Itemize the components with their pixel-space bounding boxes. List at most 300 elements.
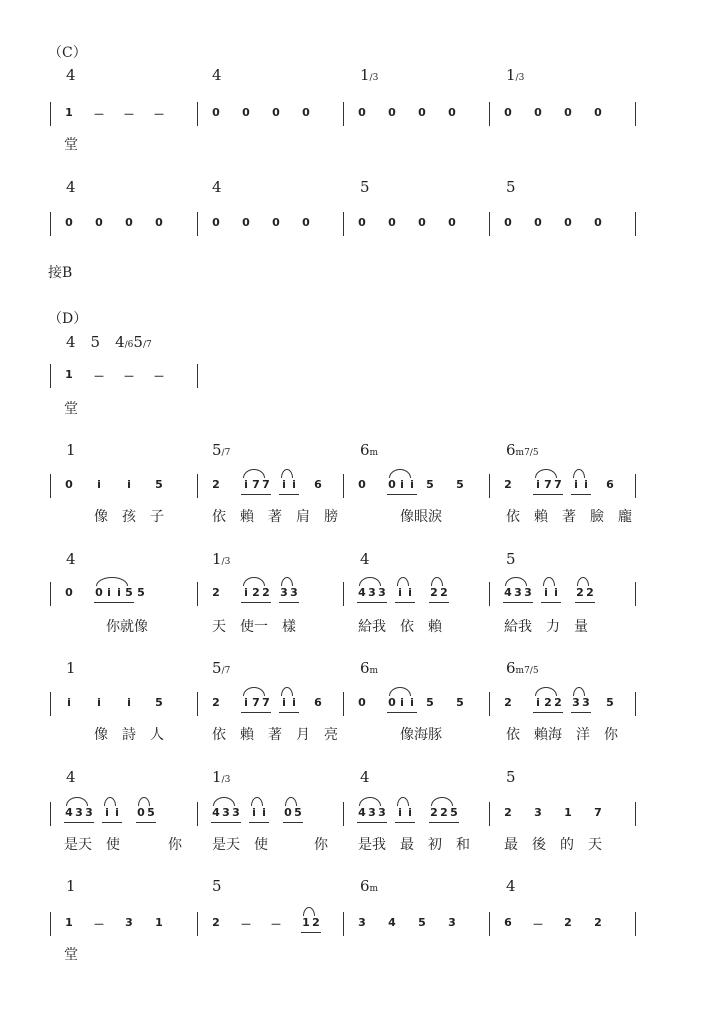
beam [387, 494, 417, 495]
barline [489, 474, 490, 498]
barline [489, 802, 490, 826]
note: 2 [430, 586, 438, 599]
beam [94, 602, 134, 603]
chord: 4 [66, 178, 76, 196]
lyric: 是天 使 [64, 837, 120, 853]
note: 3 [280, 586, 288, 599]
note: 3 [85, 806, 93, 819]
lyric: 你就像 [106, 619, 148, 635]
note: 7 [252, 478, 260, 491]
chord: 4 [66, 550, 76, 568]
chord: 4 5 4∕65∕7 [66, 333, 152, 351]
note: 1 [65, 106, 73, 119]
note: 0 [358, 216, 366, 229]
tie [573, 687, 585, 696]
note: i [244, 478, 248, 491]
note: i [97, 478, 101, 491]
note: 0 [418, 216, 426, 229]
note: i [398, 586, 402, 599]
note: 2 [544, 696, 552, 709]
beam [279, 712, 299, 713]
beam [241, 602, 271, 603]
tie [243, 577, 265, 586]
chord: 1∕3 [212, 768, 231, 786]
note: 7 [594, 806, 602, 819]
tie [359, 797, 381, 806]
barline [197, 692, 198, 716]
note: 3 [232, 806, 240, 819]
tie [577, 577, 589, 586]
section-label-c: （C） [48, 45, 87, 61]
note: 0 [388, 478, 396, 491]
note: 7 [262, 478, 270, 491]
chord: 1∕3 [212, 550, 231, 568]
chord: 6m [360, 659, 379, 677]
tie [431, 797, 453, 806]
tie [573, 469, 585, 478]
note: 1 [65, 368, 73, 381]
note: i [292, 478, 296, 491]
tie [389, 687, 411, 696]
lyric: 像海豚 [400, 727, 442, 743]
note: 5 [137, 586, 145, 599]
chord: 6m [360, 441, 379, 459]
beam [283, 822, 303, 823]
beam [533, 494, 563, 495]
chord: 4 [360, 768, 370, 786]
chord: 1∕3 [360, 66, 379, 84]
chord: 6m7∕5 [506, 441, 539, 459]
note: 2 [312, 916, 320, 929]
note: 3 [368, 806, 376, 819]
beam [575, 602, 595, 603]
barline [635, 102, 636, 126]
tie [505, 577, 527, 586]
note: i [282, 478, 286, 491]
note: i [105, 806, 109, 819]
lyric: 依 賴 著 月 亮 [212, 727, 338, 743]
beam [395, 822, 415, 823]
barline [197, 912, 198, 936]
note: 3 [448, 916, 456, 929]
tie [281, 687, 293, 696]
note: i [97, 696, 101, 709]
beam [241, 494, 271, 495]
tie [213, 797, 235, 806]
barline [197, 474, 198, 498]
note: 0 [534, 106, 542, 119]
lyric: 依 賴海 洋 你 [506, 727, 618, 743]
note: i [400, 478, 404, 491]
note: 2 [504, 478, 512, 491]
note: i [408, 586, 412, 599]
note: 1 [564, 806, 572, 819]
note: 5 [155, 478, 163, 491]
note: 2 [594, 916, 602, 929]
barline [489, 912, 490, 936]
chord: 4 [506, 877, 516, 895]
chord: 5 [506, 768, 516, 786]
note: 4 [65, 806, 73, 819]
barline [50, 912, 51, 936]
beam [279, 602, 299, 603]
barline [50, 212, 51, 236]
note: 3 [125, 916, 133, 929]
beam [241, 712, 271, 713]
note: 4 [504, 586, 512, 599]
chord: 4 [66, 768, 76, 786]
tie [96, 577, 128, 586]
note: i [410, 478, 414, 491]
note: 0 [504, 106, 512, 119]
chord: 6m [360, 877, 379, 895]
note: 5 [456, 696, 464, 709]
note: 2 [212, 586, 220, 599]
barline [50, 474, 51, 498]
note: 6 [504, 916, 512, 929]
note: 3 [534, 806, 542, 819]
tie [303, 907, 315, 916]
note: i [67, 696, 71, 709]
beam [395, 602, 415, 603]
tie [535, 687, 557, 696]
note: 0 [358, 106, 366, 119]
note: 7 [544, 478, 552, 491]
note: 0 [212, 106, 220, 119]
note: － [270, 918, 282, 931]
note: i [262, 806, 266, 819]
note: 5 [426, 478, 434, 491]
note: 0 [388, 216, 396, 229]
note: i [115, 806, 119, 819]
note: － [93, 370, 105, 383]
section-label-d: （D） [48, 311, 88, 327]
note: － [93, 918, 105, 931]
lyric: 最 後 的 天 [504, 837, 602, 853]
note: 0 [65, 586, 73, 599]
note: 1 [65, 916, 73, 929]
barline [343, 582, 344, 606]
note: 0 [594, 216, 602, 229]
chord: 1 [66, 877, 76, 895]
note: 3 [514, 586, 522, 599]
note: 2 [576, 586, 584, 599]
barline [197, 802, 198, 826]
chord: 1∕3 [506, 66, 525, 84]
tie [281, 469, 293, 478]
note: 1 [155, 916, 163, 929]
note: 7 [262, 696, 270, 709]
note: 2 [262, 586, 270, 599]
barline [50, 364, 51, 388]
note: 0 [95, 586, 103, 599]
lyric: 堂 [64, 401, 78, 417]
barline [50, 102, 51, 126]
note: 0 [358, 478, 366, 491]
note: 0 [95, 216, 103, 229]
note: 3 [368, 586, 376, 599]
tie [543, 577, 555, 586]
barline [50, 802, 51, 826]
note: i [117, 586, 121, 599]
lyric: 是天 使 [212, 837, 268, 853]
note: 2 [504, 696, 512, 709]
note: 5 [418, 916, 426, 929]
barline [343, 474, 344, 498]
note: 0 [242, 216, 250, 229]
barline [635, 802, 636, 826]
note: 0 [302, 106, 310, 119]
chord: 5 [360, 178, 370, 196]
tie [104, 797, 116, 806]
lyric: 依 賴 著 肩 膀 [212, 509, 338, 525]
chord: 5∕7 [212, 441, 231, 459]
tie [66, 797, 88, 806]
tie [251, 797, 263, 806]
note: 2 [212, 916, 220, 929]
note: 2 [586, 586, 594, 599]
beam [279, 494, 299, 495]
note: 2 [440, 806, 448, 819]
beam [301, 932, 321, 933]
chord: 1 [66, 441, 76, 459]
beam [249, 822, 269, 823]
lyric: 堂 [64, 137, 78, 153]
note: i [252, 806, 256, 819]
barline [197, 582, 198, 606]
lyric: 像眼淚 [400, 509, 442, 525]
note: 2 [564, 916, 572, 929]
note: i [400, 696, 404, 709]
tie [281, 577, 293, 586]
lyric: 給我 力 量 [504, 619, 588, 635]
tie [431, 577, 443, 586]
note: 0 [125, 216, 133, 229]
note: 0 [388, 696, 396, 709]
note: 4 [358, 586, 366, 599]
note: 3 [75, 806, 83, 819]
lyric: 天 使一 樣 [212, 619, 296, 635]
lyric: 你 [314, 837, 328, 853]
note: 0 [212, 216, 220, 229]
barline [197, 364, 198, 388]
lyric: 你 [168, 837, 182, 853]
note: 0 [448, 216, 456, 229]
note: 2 [252, 586, 260, 599]
note: 0 [155, 216, 163, 229]
note: 0 [448, 106, 456, 119]
note: 3 [222, 806, 230, 819]
note: i [584, 478, 588, 491]
beam [64, 822, 94, 823]
note: 6 [314, 696, 322, 709]
tie [535, 469, 557, 478]
note: 2 [212, 478, 220, 491]
note: 0 [504, 216, 512, 229]
note: 6 [606, 478, 614, 491]
beam [533, 712, 563, 713]
barline [635, 582, 636, 606]
note: i [574, 478, 578, 491]
note: i [410, 696, 414, 709]
lyric: 像 孩 子 [94, 509, 164, 525]
chord: 5 [212, 877, 222, 895]
note: 4 [388, 916, 396, 929]
lyric: 像 詩 人 [94, 727, 164, 743]
tie [397, 797, 409, 806]
note: 0 [272, 106, 280, 119]
barline [489, 102, 490, 126]
note: 0 [65, 478, 73, 491]
note: － [123, 370, 135, 383]
lyric: 依 賴 著 臉 龐 [506, 509, 632, 525]
barline [489, 212, 490, 236]
note: 0 [65, 216, 73, 229]
note: 0 [418, 106, 426, 119]
note: i [107, 586, 111, 599]
tie [243, 469, 265, 478]
beam [571, 712, 591, 713]
note: i [127, 696, 131, 709]
beam [387, 712, 417, 713]
note: 0 [302, 216, 310, 229]
note: i [292, 696, 296, 709]
tie [389, 469, 411, 478]
note: － [153, 108, 165, 121]
note: 5 [147, 806, 155, 819]
note: 0 [284, 806, 292, 819]
note: － [532, 918, 544, 931]
note: 0 [534, 216, 542, 229]
chord: 4 [66, 66, 76, 84]
beam [102, 822, 122, 823]
note: 5 [426, 696, 434, 709]
chord: 6m7∕5 [506, 659, 539, 677]
note: 5 [294, 806, 302, 819]
note: 3 [378, 586, 386, 599]
note: 0 [358, 696, 366, 709]
lyric: 是我 最 初 和 [358, 837, 470, 853]
tie [359, 577, 381, 586]
barline [635, 692, 636, 716]
beam [357, 602, 387, 603]
beam [571, 494, 591, 495]
beam [429, 822, 459, 823]
note: i [544, 586, 548, 599]
note: 3 [378, 806, 386, 819]
note: － [153, 370, 165, 383]
note: 0 [594, 106, 602, 119]
barline [50, 582, 51, 606]
note: i [536, 696, 540, 709]
note: － [240, 918, 252, 931]
beam [136, 822, 156, 823]
tie [285, 797, 297, 806]
note: 0 [242, 106, 250, 119]
note: 4 [212, 806, 220, 819]
barline [50, 692, 51, 716]
chord: 1 [66, 659, 76, 677]
note: 0 [564, 216, 572, 229]
note: 0 [272, 216, 280, 229]
barline [489, 582, 490, 606]
chord: 5 [506, 550, 516, 568]
note: 2 [440, 586, 448, 599]
note: 3 [358, 916, 366, 929]
note: i [554, 586, 558, 599]
barline [635, 912, 636, 936]
chord: 4 [360, 550, 370, 568]
barline [197, 212, 198, 236]
note: 5 [125, 586, 133, 599]
note: 3 [572, 696, 580, 709]
barline [635, 474, 636, 498]
beam [503, 602, 533, 603]
note: － [123, 108, 135, 121]
barline [343, 692, 344, 716]
note: 5 [606, 696, 614, 709]
note: i [244, 696, 248, 709]
note: 0 [137, 806, 145, 819]
note: 3 [290, 586, 298, 599]
tie [243, 687, 265, 696]
note: 2 [212, 696, 220, 709]
barline [343, 802, 344, 826]
note: 5 [155, 696, 163, 709]
barline [635, 212, 636, 236]
lyric: 堂 [64, 947, 78, 963]
note: 0 [564, 106, 572, 119]
beam [211, 822, 241, 823]
note: 1 [302, 916, 310, 929]
note: 3 [524, 586, 532, 599]
note: 6 [314, 478, 322, 491]
barline [489, 692, 490, 716]
note: 5 [456, 478, 464, 491]
section-connector: 接B [48, 265, 73, 281]
note: i [536, 478, 540, 491]
beam [541, 602, 561, 603]
note: i [408, 806, 412, 819]
note: i [244, 586, 248, 599]
barline [197, 102, 198, 126]
note: 5 [450, 806, 458, 819]
barline [343, 102, 344, 126]
lyric: 給我 依 賴 [358, 619, 442, 635]
beam [429, 602, 449, 603]
note: 2 [430, 806, 438, 819]
note: 7 [252, 696, 260, 709]
chord: 5 [506, 178, 516, 196]
chord: 4 [212, 178, 222, 196]
note: i [127, 478, 131, 491]
note: 0 [388, 106, 396, 119]
note: － [93, 108, 105, 121]
note: 7 [554, 478, 562, 491]
barline [343, 212, 344, 236]
barline [343, 912, 344, 936]
chord: 5∕7 [212, 659, 231, 677]
beam [357, 822, 387, 823]
tie [397, 577, 409, 586]
note: i [398, 806, 402, 819]
note: i [282, 696, 286, 709]
chord: 4 [212, 66, 222, 84]
tie [138, 797, 150, 806]
note: 3 [582, 696, 590, 709]
note: 2 [554, 696, 562, 709]
note: 2 [504, 806, 512, 819]
